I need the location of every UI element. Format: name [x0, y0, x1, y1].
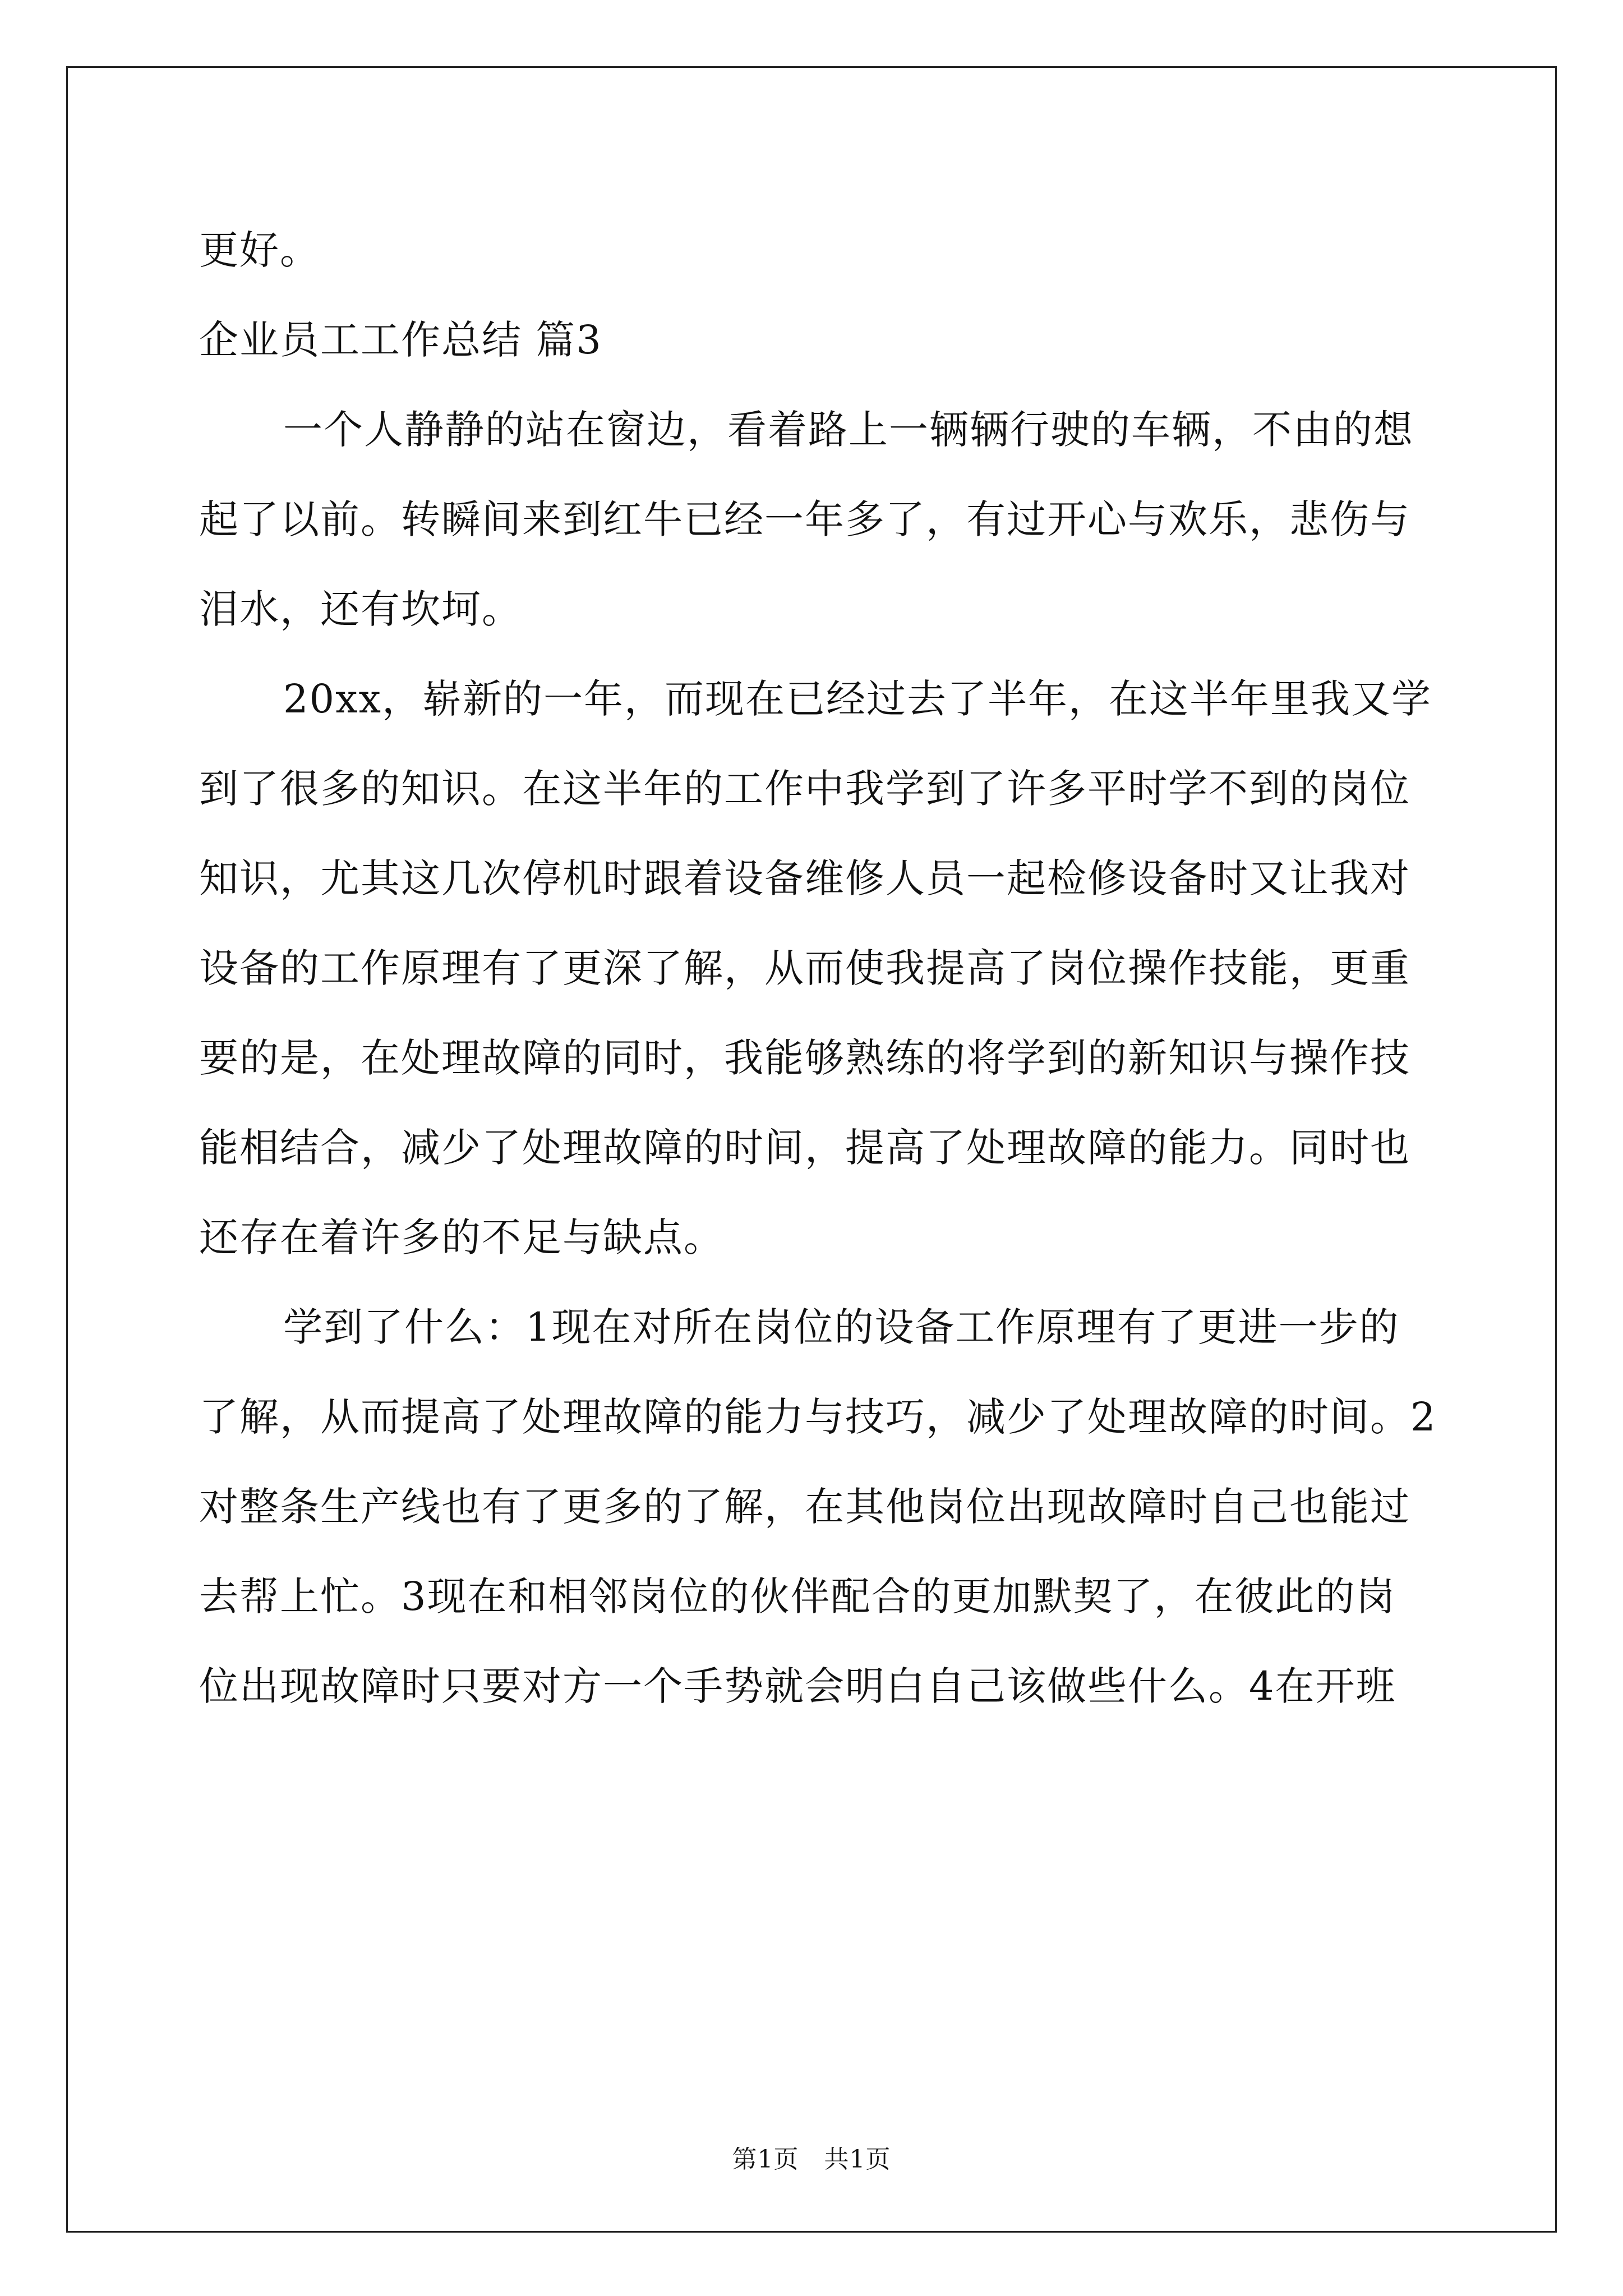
paragraph-line: 要的是，在处理故障的同时，我能够熟练的将学到的新知识与操作技 — [199, 1035, 1410, 1081]
page-footer — [0, 2143, 1623, 2177]
paragraph-line: 起了以前。转瞬间来到红牛已经一年多了，有过开心与欢乐，悲伤与 — [199, 496, 1410, 542]
paragraph-line: 到了很多的知识。在这半年的工作中我学到了许多平时学不到的岗位 — [199, 766, 1410, 812]
paragraph-line: 设备的工作原理有了更深了解，从而使我提高了岗位操作技能，更重 — [199, 945, 1410, 991]
paragraph-line: 去帮上忙。3现在和相邻岗位的伙伴配合的更加默契了，在彼此的岗 — [199, 1573, 1396, 1619]
paragraph-line: 位出现故障时只要对方一个手势就会明白自己该做些什么。4在开班 — [199, 1663, 1396, 1709]
section-heading: 企业员工工作总结 篇3 — [199, 317, 602, 363]
paragraph-line: 泪水，还有坎坷。 — [199, 586, 522, 632]
paragraph-line: 学到了什么：1现在对所在岗位的设备工作原理有了更进一步的 — [283, 1304, 1400, 1350]
paragraph-line: 20xx，崭新的一年，而现在已经过去了半年，在这半年里我又学 — [283, 676, 1432, 722]
paragraph-line: 知识，尤其这几次停机时跟着设备维修人员一起检修设备时又让我对 — [199, 855, 1410, 901]
paragraph-line: 还存在着许多的不足与缺点。 — [199, 1214, 724, 1260]
paragraph-line: 了解，从而提高了处理故障的能力与技巧，减少了处理故障的时间。2 — [199, 1394, 1437, 1440]
paragraph-line: 更好。 — [199, 227, 320, 273]
document-body — [199, 205, 1437, 1731]
paragraph-line: 能相结合，减少了处理故障的时间，提高了处理故障的能力。同时也 — [199, 1125, 1410, 1171]
page-number: 第1页 共1页 — [732, 2145, 891, 2174]
paragraph-line: 一个人静静的站在窗边，看着路上一辆辆行驶的车辆，不由的想 — [283, 407, 1414, 453]
paragraph-line: 对整条生产线也有了更多的了解，在其他岗位出现故障时自己也能过 — [199, 1484, 1410, 1530]
